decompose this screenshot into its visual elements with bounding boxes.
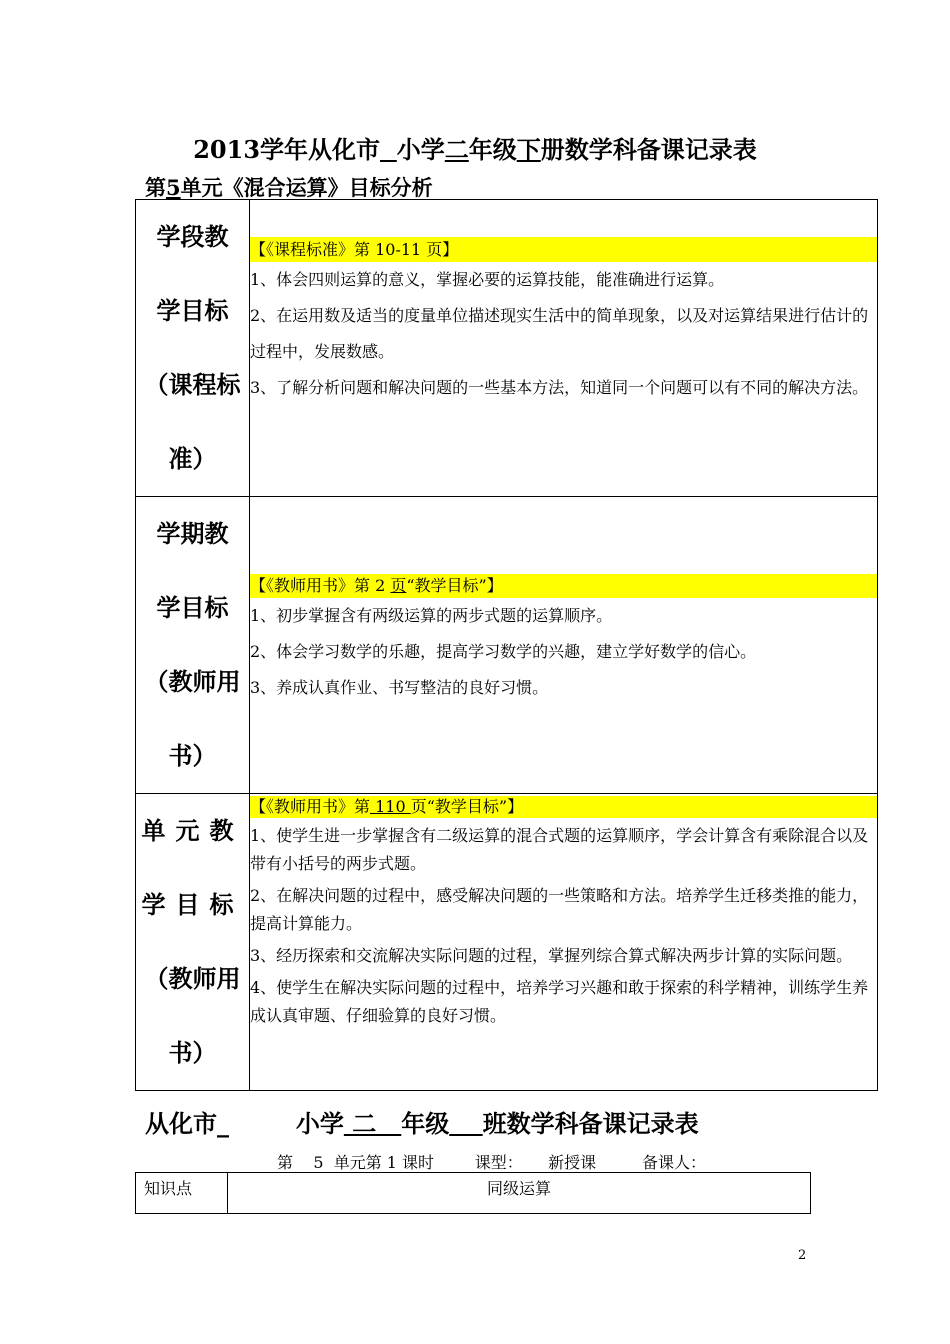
source-reference: 【《教师用书》第 110 页“教学目标”】	[250, 796, 877, 818]
page-number: 2	[798, 1248, 807, 1263]
list-item: 1、使学生进一步掌握含有二级运算的混合式题的运算顺序，学会计算含有乘除混合以及带有小括号的两步式题。	[250, 826, 869, 873]
knowledge-value: 同级运算	[228, 1173, 811, 1214]
list-item: 1、体会四则运算的意义，掌握必要的运算技能，能准确进行运算。	[250, 270, 725, 289]
lesson-info: 第 5 单元第 1 课时 课型： 新授课 备课人：	[277, 1153, 706, 1172]
list-item: 2、在运用数及适当的度量单位描述现实生活中的简单现象，以及对运算结果进行估计的过程中，发展数感。	[250, 306, 869, 361]
knowledge-table	[135, 1172, 811, 1214]
table-row	[136, 794, 878, 1091]
row-content	[250, 497, 878, 794]
source-reference: 【《课程标准》第 10-11 页】	[250, 237, 877, 262]
list-item: 2、在解决问题的过程中，感受解决问题的一些策略和方法。培养学生迁移类推的能力，提高计算能力。	[250, 886, 869, 933]
list-item: 1、初步掌握含有两级运算的两步式题的运算顺序。	[250, 606, 613, 625]
knowledge-label: 知识点	[136, 1173, 228, 1214]
section-title: 从化市_ 小学 二 年级 班数学科备课记录表	[145, 1109, 699, 1138]
list-item: 3、经历探索和交流解决实际问题的过程，掌握列综合算式解决两步计算的实际问题。	[250, 946, 853, 965]
goals-table	[135, 199, 878, 1091]
row-label: 学段教 学目标 （课程标 准）	[136, 200, 250, 497]
row-label: 单元教 学目标 （教师用 书）	[136, 794, 250, 1091]
list-item: 3、了解分析问题和解决问题的一些基本方法，知道同一个问题可以有不同的解决方法。	[250, 378, 869, 397]
table-row	[136, 497, 878, 794]
table-row	[136, 200, 878, 497]
row-content	[250, 200, 878, 497]
unit-subtitle: 第5单元《混合运算》目标分析	[145, 175, 433, 200]
page-title: 2013学年从化市 小学二年级下册数学科备课记录表	[193, 135, 757, 164]
row-content	[250, 794, 878, 1091]
source-reference: 【《教师用书》第 2 页“教学目标”】	[250, 574, 877, 598]
table-row	[136, 1173, 811, 1214]
list-item: 4、使学生在解决实际问题的过程中，培养学习兴趣和敢于探索的科学精神，训练学生养成认真审题、仔细验算的良好习惯。	[250, 978, 869, 1025]
row-label: 学期教 学目标 （教师用 书）	[136, 497, 250, 794]
list-item: 3、养成认真作业、书写整洁的良好习惯。	[250, 678, 549, 697]
list-item: 2、体会学习数学的乐趣，提高学习数学的兴趣，建立学好数学的信心。	[250, 642, 757, 661]
